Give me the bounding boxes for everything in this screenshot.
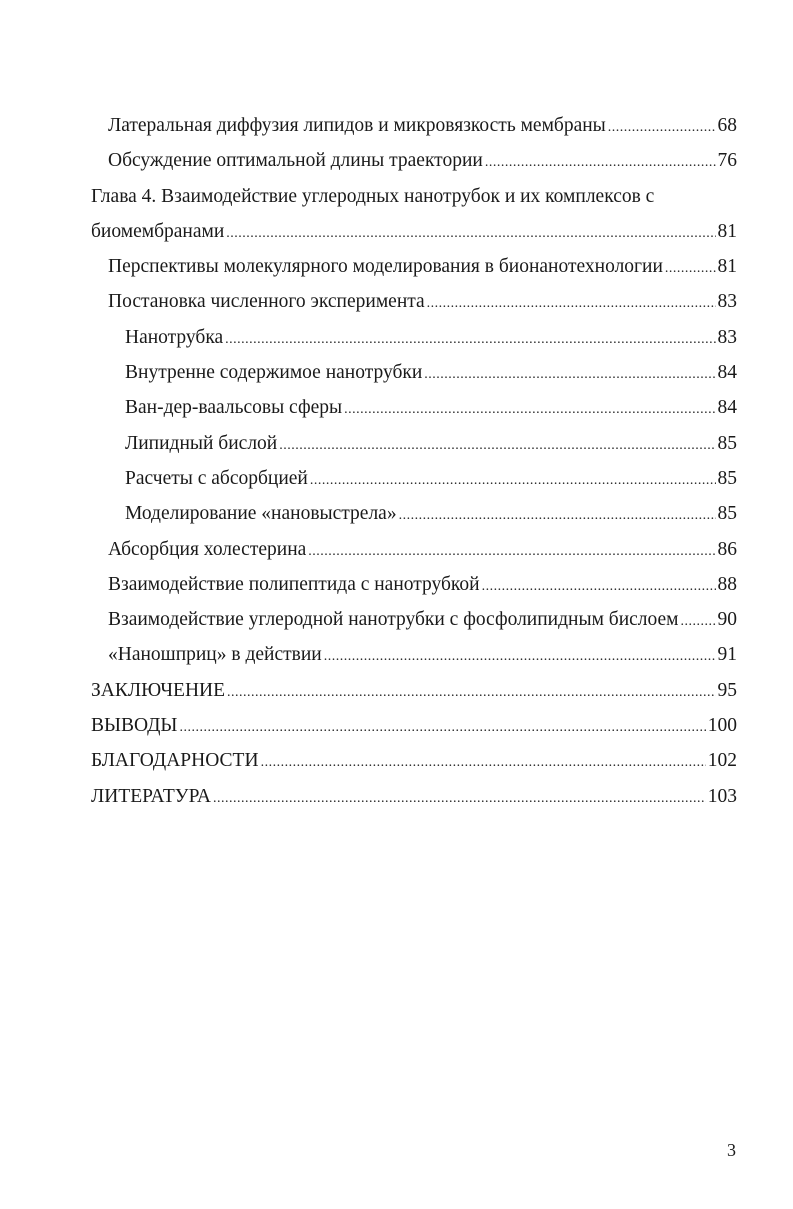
toc-entry-page: 68 [717,115,737,136]
toc-entry-page: 100 [707,715,737,737]
page-number: 3 [727,1140,736,1160]
toc-entry[interactable] [91,496,737,531]
toc-entry-title: БЛАГОДАРНОСТИ [91,750,259,772]
toc-entry[interactable] [91,390,737,425]
dot-leader [344,392,715,427]
toc-entry[interactable] [91,708,737,743]
toc-entry[interactable] [91,743,737,778]
toc-entry[interactable] [91,426,737,461]
toc-entry-title: Взаимодействие углеродной нанотрубки с фосфолипидным бислоем [108,609,679,631]
toc-entry-page: 85 [717,467,737,489]
toc-entry[interactable] [91,461,737,496]
toc-entry-page: 81 [717,220,737,242]
toc-entry-title: биомембранами [91,220,225,242]
dot-leader [225,322,715,357]
toc-entry-title: Взаимодействие полипептида с нанотрубкой [108,573,480,595]
toc-entry-page: 86 [717,538,737,560]
toc-entry[interactable] [91,249,737,284]
dot-leader [279,428,715,463]
dot-leader [665,251,716,286]
dot-leader [227,675,715,710]
toc-entry[interactable] [91,779,737,814]
dot-leader [608,110,716,145]
toc-entry[interactable] [91,637,737,672]
dot-leader [226,216,715,251]
toc-entry-page: 83 [717,291,737,313]
toc-entry-title: Ван-дер-ваальсовы сферы [125,397,343,419]
toc-entry[interactable] [91,284,737,319]
toc-entry-title: Расчеты с абсорбцией [125,467,308,489]
toc-entry-title: ЗАКЛЮЧЕНИЕ [91,679,226,701]
dot-leader [213,781,706,816]
toc-entry-title: «Наношприц» в действии [108,644,322,666]
toc-entry-page: 91 [717,644,737,666]
dot-leader [424,357,715,392]
toc-entry[interactable] [91,355,737,390]
toc-entry[interactable] [91,673,737,708]
toc-entry-title: Перспективы молекулярного моделирования в бионанотехнологии [108,256,663,278]
toc-entry-title: Абсорбция холестерина [108,538,307,560]
chapter-4-heading-line-2[interactable] [91,214,737,249]
toc-entry[interactable] [91,108,737,143]
toc-entry-page: 84 [717,397,737,419]
chapter-4-heading-line-1[interactable]: Глава 4. Взаимодействие углеродных нанотрубок и их комплексов с [91,185,655,207]
toc-entry-title: Внутренне содержимое нанотрубки [125,362,423,384]
dot-leader [308,534,715,569]
toc-entry[interactable] [91,602,737,637]
toc-entry-title: Латеральная диффузия липидов и микровязкость мембраны [108,115,606,136]
toc-entry-page: 103 [707,785,737,807]
toc-entry-page: 88 [717,573,737,595]
toc-entry-title: Липидный бислой [125,432,278,454]
toc-entry-page: 76 [717,150,737,172]
toc-entry-title: ЛИТЕРАТУРА [91,785,211,807]
dot-leader [427,286,716,321]
toc-entry-page: 84 [717,362,737,384]
toc-entry[interactable] [91,320,737,355]
dot-leader [399,498,716,533]
toc-entry[interactable] [91,143,737,178]
table-of-contents [91,108,737,814]
dot-leader [485,145,716,180]
toc-entry[interactable] [91,567,737,602]
dot-leader [310,463,716,498]
dot-leader [681,604,716,639]
toc-entry-title: ВЫВОДЫ [91,715,178,737]
toc-entry-page: 90 [717,609,737,631]
toc-entry-title: Обсуждение оптимальной длины траектории [108,150,483,172]
toc-entry[interactable] [91,532,737,567]
toc-entry-page: 95 [717,679,737,701]
toc-entry-page: 102 [707,750,737,772]
toc-entry-title: Нанотрубка [125,326,224,348]
toc-entry-title: Постановка численного эксперимента [108,291,425,313]
dot-leader [261,745,706,780]
dot-leader [324,639,716,674]
toc-entry-page: 85 [717,432,737,454]
dot-leader [179,710,705,745]
toc-entry-page: 81 [717,256,737,278]
toc-entry-page: 85 [717,503,737,525]
toc-entry-page: 83 [717,326,737,348]
dot-leader [482,569,716,604]
toc-entry-title: Моделирование «нановыстрела» [125,503,397,525]
